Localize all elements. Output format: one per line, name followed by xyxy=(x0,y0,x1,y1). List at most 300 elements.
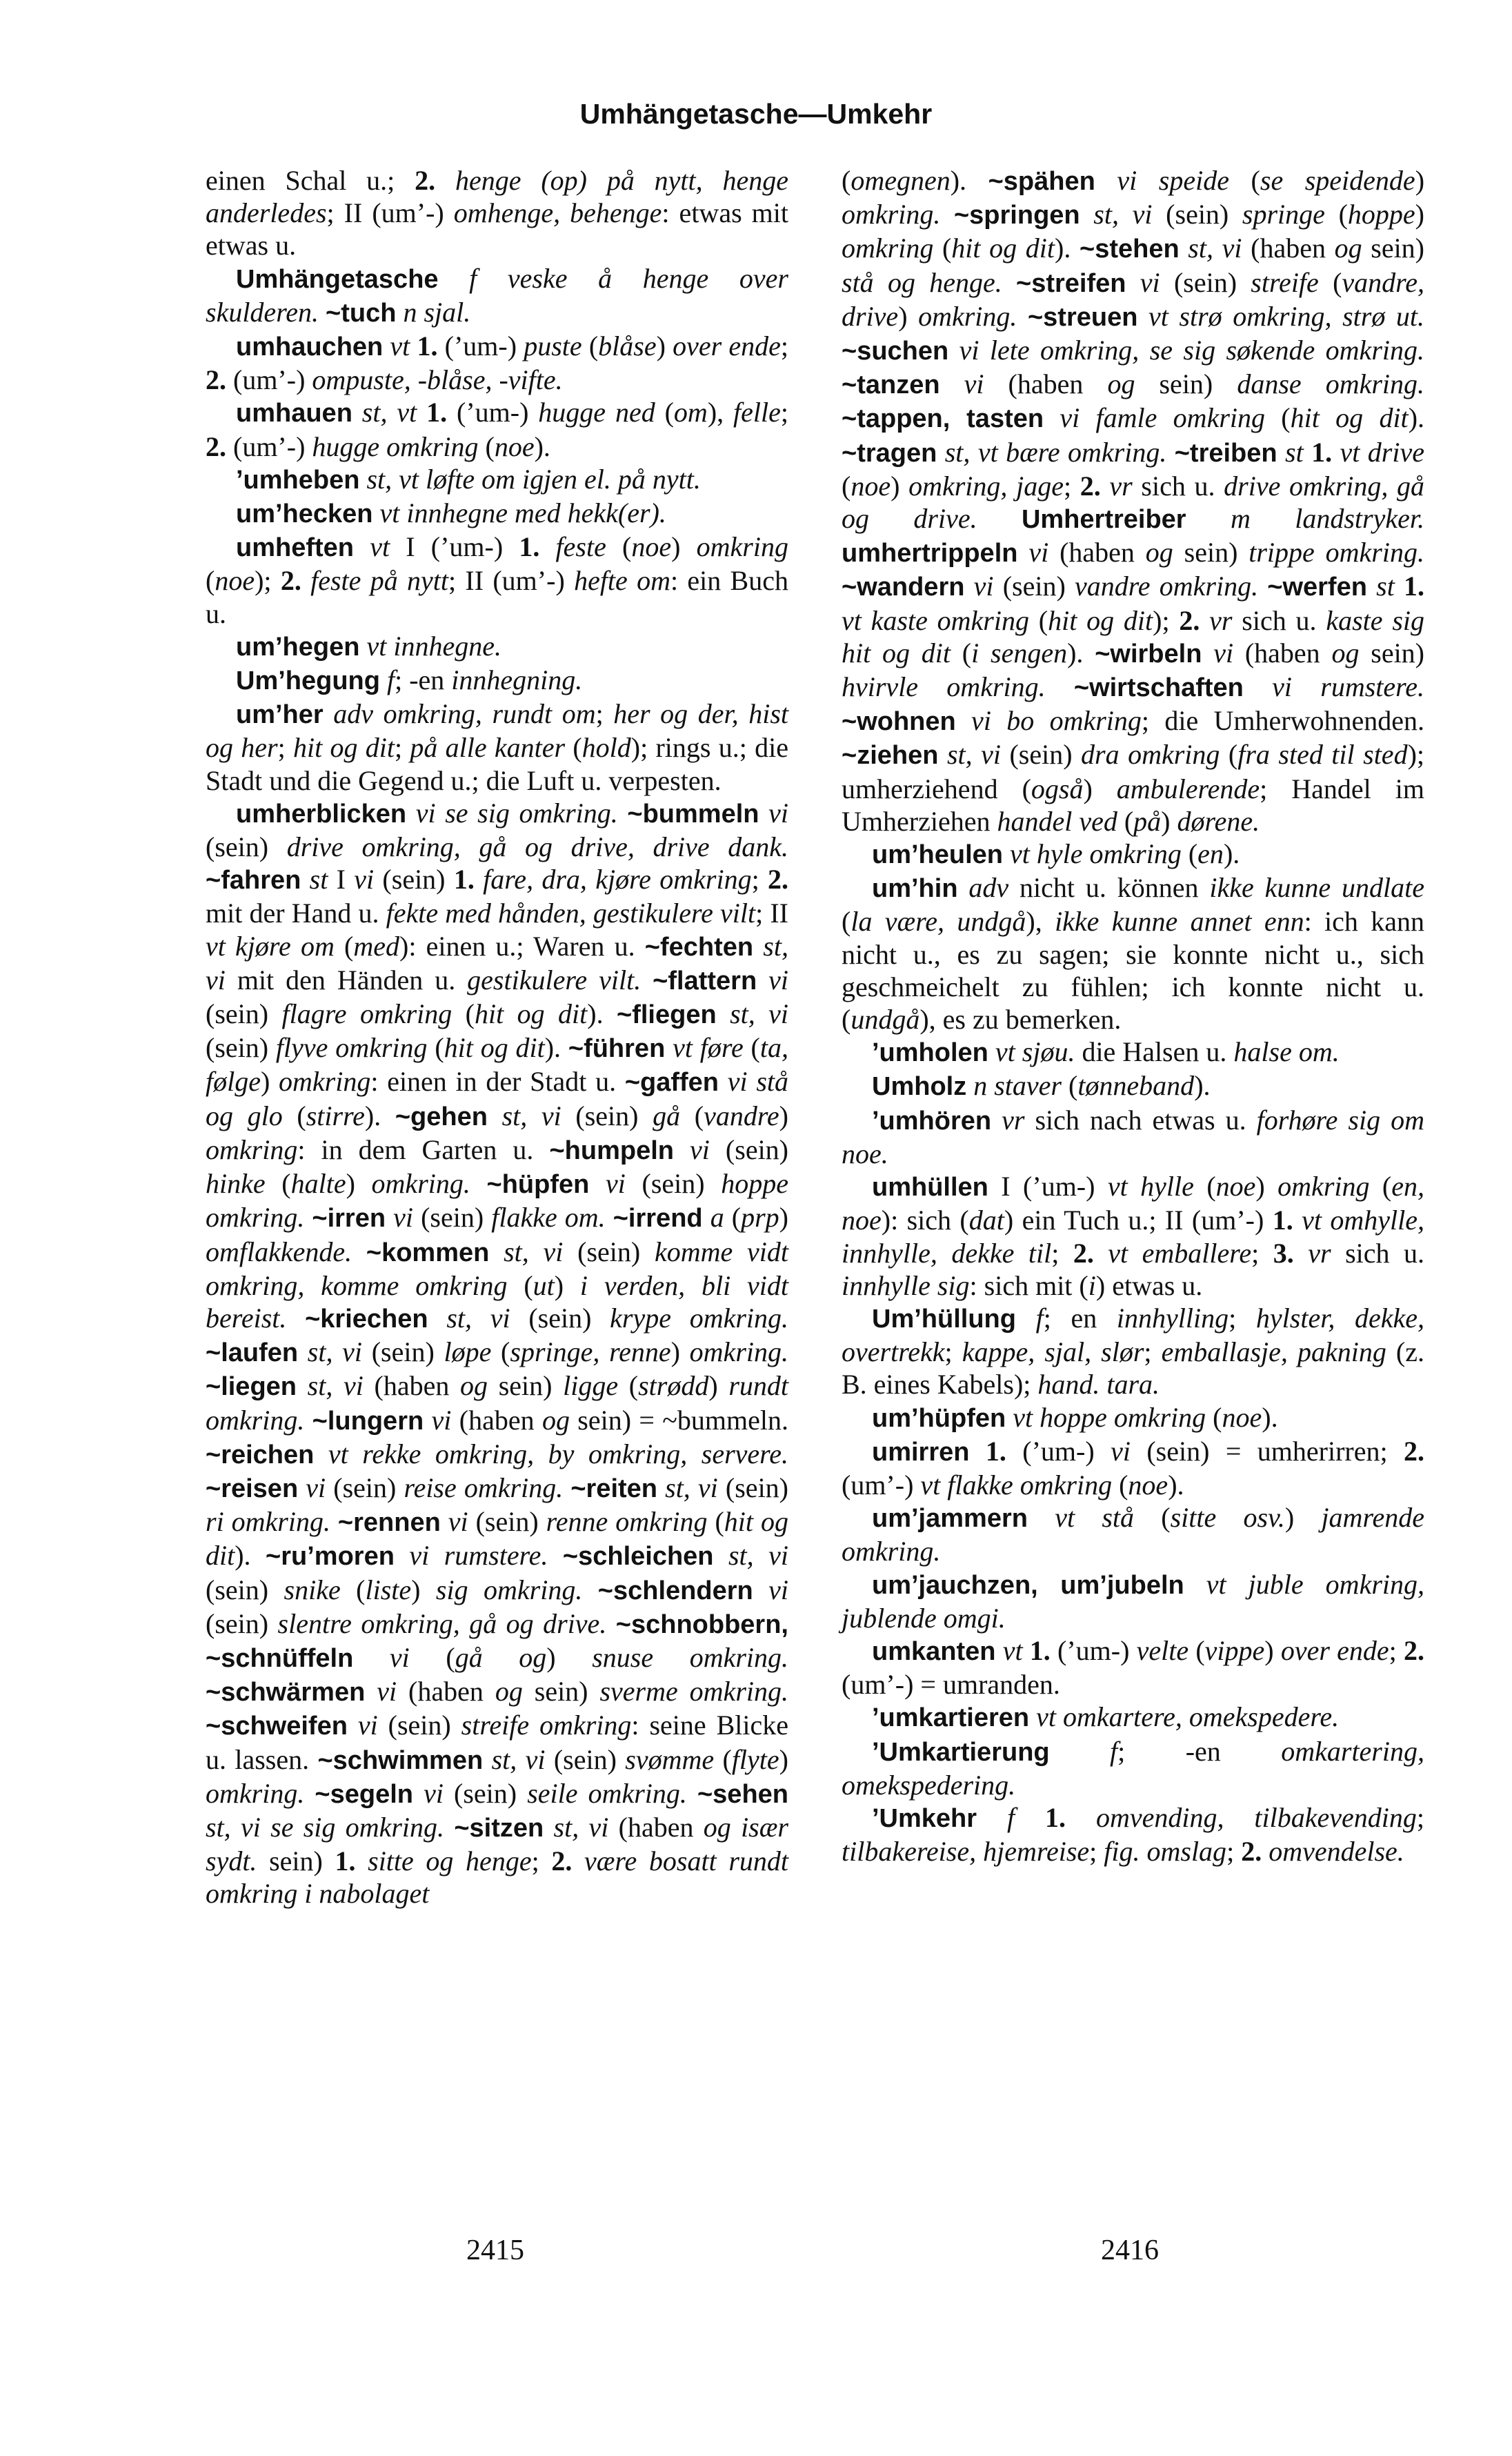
translation-text: dat xyxy=(968,1205,1004,1236)
headword: ~wandern xyxy=(842,573,965,602)
translation-text: vt innhegne med hekk(er). xyxy=(372,497,666,529)
headword: um’hecken xyxy=(236,499,373,529)
entry-text: (sein) xyxy=(625,1168,722,1200)
entry-text: ) xyxy=(779,1100,788,1131)
translation-text: undgå xyxy=(850,1004,920,1036)
headword: Um’hüllung xyxy=(872,1304,1016,1334)
headword: umhauchen xyxy=(236,333,384,362)
entry-text: ( xyxy=(714,1743,732,1775)
entry-text: ( xyxy=(507,1269,533,1301)
translation-text: a xyxy=(702,1202,724,1234)
entry-text: (’um-) xyxy=(1006,1435,1111,1467)
translation-text: vi bo omkring xyxy=(955,705,1142,737)
headword: ~liegen xyxy=(206,1372,297,1402)
translation-text: henge (op) på nytt, henge anderledes xyxy=(206,165,788,229)
translation-text: hoppe xyxy=(1347,199,1415,230)
headword: ~sehen xyxy=(697,1779,789,1809)
translation-text: gå og xyxy=(455,1641,547,1673)
translation-text: vt emballere xyxy=(1093,1237,1252,1269)
translation-text: vi xyxy=(354,864,375,895)
headword: ~fliegen xyxy=(617,1000,717,1030)
entry-text: (haben xyxy=(451,1404,542,1436)
translation-text: st, vt bære omkring. xyxy=(937,436,1175,468)
translation-text: innhylle sig xyxy=(842,1269,970,1301)
translation-text: vi xyxy=(589,1168,626,1200)
entry-text: ; xyxy=(1089,1836,1104,1868)
headword: ~reichen xyxy=(206,1440,315,1469)
entry-text: (um’-) xyxy=(842,1469,921,1501)
translation-text: f xyxy=(379,664,395,696)
entry-text: ( xyxy=(1324,199,1348,230)
translation-text: vi xyxy=(1111,1435,1131,1467)
headword: ~tappen, tasten xyxy=(842,404,1044,434)
dictionary-entry xyxy=(842,1302,1424,1401)
translation-text: jamrende omkring. xyxy=(842,1502,1425,1567)
headword: ~rennen xyxy=(337,1508,441,1538)
translation-text: vt xyxy=(354,531,390,563)
page-number-left: 2415 xyxy=(466,2235,524,2266)
headword: ~kriechen xyxy=(305,1304,428,1334)
entry-text: ( xyxy=(743,1032,760,1064)
entry-text: (haben xyxy=(363,1370,461,1402)
entry-text: ); xyxy=(1153,604,1180,636)
sense-number: 2. xyxy=(1404,1634,1424,1666)
entry-text: (sein) xyxy=(468,1506,546,1538)
entry-text: : seine Blicke u. lassen. xyxy=(206,1710,788,1775)
translation-text: drive omkring, gå og drive. xyxy=(842,470,1425,535)
entry-text: sein) = xyxy=(569,1404,663,1436)
headword: ~flattern xyxy=(653,966,757,996)
translation-text: drive omkring, gå og drive, drive dank. xyxy=(286,831,788,863)
headword: ~spähen xyxy=(988,167,1095,196)
headword: ~gaffen xyxy=(624,1068,719,1098)
entry-text: ( xyxy=(427,1032,444,1064)
headword: ~irrend xyxy=(613,1204,703,1234)
translation-text: vi xyxy=(353,1641,410,1673)
right-column xyxy=(842,164,1424,1868)
translation-text: hoppe omkring. xyxy=(206,1168,788,1234)
sense-number: 1. xyxy=(1045,1801,1066,1833)
translation-text: st, vi xyxy=(297,1370,364,1402)
entry-text: ; xyxy=(780,397,789,428)
entry-text: ( xyxy=(409,1641,455,1673)
entry-text: ; II (um’-) xyxy=(326,197,454,229)
headword: Umholz xyxy=(872,1072,967,1102)
entry-text: ; xyxy=(1063,470,1080,502)
translation-text: tilbakereise, hjemreise xyxy=(842,1836,1090,1868)
translation-text: i xyxy=(1088,1269,1096,1301)
entry-text: I (’um-) xyxy=(988,1171,1108,1202)
translation-text: noe xyxy=(1128,1469,1168,1501)
headword: Umhertreiber xyxy=(1021,505,1186,535)
entry-text: ; xyxy=(595,698,614,730)
translation-text: st, vi xyxy=(1080,199,1153,230)
entry-text: ; xyxy=(944,1336,962,1368)
translation-text: vi xyxy=(424,1404,452,1436)
translation-text: over ende xyxy=(673,330,781,362)
headword: umhertrippeln xyxy=(842,539,1018,568)
entry-text: ( xyxy=(606,531,632,563)
entry-text: ; xyxy=(531,1845,552,1877)
translation-text: halte xyxy=(290,1168,346,1200)
entry-text: ( xyxy=(842,470,851,502)
entry-text: ~bummeln. xyxy=(662,1404,789,1436)
dictionary-entry xyxy=(206,262,788,330)
entry-text: ( xyxy=(1061,1070,1078,1102)
translation-text: st, vt xyxy=(352,397,427,428)
sense-number: 2. xyxy=(206,364,226,396)
headword: ~schleichen xyxy=(562,1542,714,1572)
entry-text: sich u. xyxy=(1232,604,1326,636)
translation-text: hit og dit xyxy=(1048,604,1153,636)
translation-text: blåse xyxy=(598,330,657,362)
entry-text: sich u. xyxy=(1331,1237,1425,1269)
translation-text: f xyxy=(977,1801,1015,1833)
entry-text: ). xyxy=(950,165,988,196)
headword: ’Umkehr xyxy=(872,1803,977,1833)
translation-text: en, noe xyxy=(842,1171,1425,1236)
translation-text: vi xyxy=(673,1133,710,1165)
translation-text: ligge xyxy=(563,1370,619,1402)
translation-text: springe xyxy=(1242,199,1325,230)
entry-text: ( xyxy=(1188,1634,1205,1666)
translation-text: streife omkring xyxy=(461,1710,632,1741)
entry-text: ( xyxy=(680,1100,704,1131)
entry-text: ; II (um’-) xyxy=(448,565,575,597)
translation-text: og xyxy=(1107,368,1135,400)
entry-text: ( xyxy=(1193,1171,1216,1202)
translation-text: vi lete omkring, se sig søkende omkring. xyxy=(948,335,1424,366)
entry-text: ). xyxy=(1055,232,1080,264)
entry-text: ) xyxy=(891,470,909,502)
translation-text: hit og dit xyxy=(1290,402,1409,434)
translation-text: se speidende xyxy=(1260,165,1415,196)
entry-text: : etwas mit etwas u. xyxy=(206,197,788,261)
translation-text: omkring, jage xyxy=(908,470,1064,502)
headword: ~wirtschaften xyxy=(1073,673,1244,703)
headword: ~schwimmen xyxy=(317,1745,484,1775)
translation-text: springe, renne xyxy=(510,1336,671,1368)
translation-text: handel ved xyxy=(997,805,1117,837)
translation-text: f veske å henge over skulderen. xyxy=(206,262,788,328)
translation-text: og xyxy=(495,1676,523,1707)
sense-number: 1. xyxy=(335,1845,356,1877)
headword: um’jammern xyxy=(872,1504,1028,1534)
entry-text: ( xyxy=(724,1202,742,1234)
translation-text: vandre omkring. xyxy=(1074,571,1268,602)
translation-text: omkring xyxy=(696,531,788,563)
dictionary-entry xyxy=(206,630,788,664)
headword: Um’hegung xyxy=(236,666,380,696)
entry-text: (sein) xyxy=(326,1472,404,1503)
sense-number: 2. xyxy=(1241,1836,1262,1868)
translation-text: vt føre xyxy=(665,1032,744,1064)
headword: ~ru’moren xyxy=(266,1542,395,1572)
translation-text: vr xyxy=(991,1104,1025,1136)
entry-text: mit der Hand u. xyxy=(206,898,386,929)
entry-text: ). xyxy=(1168,1469,1184,1501)
entry-text: ; xyxy=(1144,1336,1162,1368)
translation-text: vt stå xyxy=(1027,1502,1135,1534)
translation-text: snike xyxy=(284,1574,341,1605)
headword: umkanten xyxy=(872,1636,996,1666)
entry-text: ; -en xyxy=(1117,1735,1282,1767)
translation-text: stå og henge. xyxy=(842,266,1017,298)
entry-text: die Halsen u. xyxy=(1075,1036,1234,1068)
translation-text: vi se sig omkring. xyxy=(406,797,628,829)
entry-text: sein) xyxy=(1135,368,1237,400)
headword: umherblicken xyxy=(236,799,407,829)
entry-text: : in dem Garten u. xyxy=(297,1133,550,1165)
entry-text: ( xyxy=(452,998,475,1030)
headword: ’umhören xyxy=(872,1106,992,1136)
sense-number: 1. xyxy=(453,864,475,895)
headword: ~irren xyxy=(312,1204,386,1234)
entry-text: ). xyxy=(1262,1401,1278,1433)
sense-number: 2. xyxy=(1080,470,1101,502)
dictionary-entry xyxy=(206,463,788,497)
translation-text: liste xyxy=(365,1574,412,1605)
sense-number: 2. xyxy=(551,1845,573,1877)
headword: um’jauchzen, um’jubeln xyxy=(872,1570,1184,1600)
translation-text: på alle kanter xyxy=(410,732,566,764)
translation-text: i verden, bli vidt bereist. xyxy=(206,1269,788,1334)
entry-text: (sein) xyxy=(510,1302,610,1334)
entry-text: ); umherziehend ( xyxy=(842,739,1425,804)
entry-text xyxy=(1395,571,1404,602)
headword: um’her xyxy=(236,700,324,730)
headword: um’hin xyxy=(872,874,958,904)
translation-text: omhenge, behenge xyxy=(453,197,662,229)
entry-text: (um’-) xyxy=(226,364,312,396)
entry-text: ; xyxy=(1251,1237,1273,1269)
translation-text: flyve omkring xyxy=(275,1032,428,1064)
translation-text: ikke kunne undlate xyxy=(1209,872,1424,904)
translation-text: sitte osv. xyxy=(1170,1502,1285,1534)
headword: ~streifen xyxy=(1016,268,1126,298)
translation-text: st, vi xyxy=(1179,232,1242,264)
translation-text: velte xyxy=(1136,1634,1189,1666)
translation-text: vi xyxy=(964,571,994,602)
entry-text: ( xyxy=(340,1574,366,1605)
headword: ~segeln xyxy=(315,1779,413,1809)
headword: ~wohnen xyxy=(842,707,956,737)
translation-text: innhylling xyxy=(1116,1302,1229,1334)
translation-text: hugge omkring xyxy=(312,430,479,462)
translation-text: n sjal. xyxy=(396,296,471,328)
translation-text: st, vi se sig omkring. xyxy=(206,1811,455,1843)
entry-text: ) xyxy=(554,1269,580,1301)
entry-text xyxy=(1023,1635,1030,1666)
translation-text: vt strø omkring, strø ut. xyxy=(1137,300,1425,332)
translation-text: dra omkring xyxy=(1081,739,1220,771)
entry-text: ( xyxy=(1117,805,1134,837)
translation-text: gå xyxy=(653,1100,681,1131)
translation-text: og især sydt. xyxy=(206,1811,788,1877)
translation-text: her og der, hist og her xyxy=(206,698,788,764)
entry-text: ; en xyxy=(1043,1302,1117,1334)
entry-text: ; xyxy=(277,732,293,764)
translation-text: vt flakke omkring xyxy=(920,1469,1113,1501)
entry-text: ( xyxy=(951,637,972,669)
headword: umheften xyxy=(236,533,354,563)
translation-text: med xyxy=(353,930,399,962)
entry-text: ( xyxy=(1181,838,1198,870)
translation-text: fra sted til sted xyxy=(1237,739,1408,771)
entry-text: ( xyxy=(1265,402,1291,434)
sense-number: 2. xyxy=(280,565,301,597)
translation-text: forhøre sig om noe. xyxy=(842,1104,1424,1169)
sense-number: 2. xyxy=(206,430,226,462)
entry-text: ( xyxy=(933,232,952,264)
entry-text: ( xyxy=(1112,1469,1128,1501)
translation-text: reise omkring. xyxy=(404,1472,571,1503)
entry-text: ), xyxy=(1026,906,1055,938)
entry-text: (’um-) xyxy=(447,397,539,428)
headword: ~streuen xyxy=(1027,302,1138,332)
entry-text: (sein) xyxy=(206,831,287,863)
translation-text: hvirvle omkring. xyxy=(842,671,1074,703)
headword: ~bummeln xyxy=(627,799,759,829)
entry-text: ). xyxy=(1223,838,1240,870)
entry-text: ( xyxy=(1369,1171,1392,1202)
headword: ’umheben xyxy=(236,465,360,495)
translation-text: gestikulere vilt. xyxy=(467,964,653,996)
translation-text: omvendelse. xyxy=(1262,1836,1404,1868)
entry-text: (sein) xyxy=(717,1472,788,1503)
entry-text: ) xyxy=(1284,1502,1322,1534)
translation-text: noe xyxy=(494,430,535,462)
translation-text: og xyxy=(1145,537,1173,568)
dictionary-entry xyxy=(206,697,788,797)
entry-text: ( xyxy=(265,1168,291,1200)
headword: ~führen xyxy=(568,1034,666,1064)
translation-text: st, vi xyxy=(428,1302,510,1334)
headword: ~sitzen xyxy=(454,1813,544,1843)
entry-text: : ich kann nicht u., es zu sagen; sie konnte nicht u., sich geschmeichelt zu fühlen; ich konnte nicht u. ( xyxy=(842,906,1425,1036)
translation-text: omkring xyxy=(279,1066,371,1098)
dictionary-entry xyxy=(842,1501,1424,1567)
headword: ~schnobbern, ~schnüffeln xyxy=(206,1610,788,1673)
entry-text: ; xyxy=(1228,1302,1256,1334)
entry-text: ). xyxy=(587,998,617,1030)
entry-text: ( xyxy=(206,565,215,597)
translation-text: vi xyxy=(412,1777,444,1809)
entry-text: ); rings u.; die Stadt und die Gegend u.; die Luft u. verpesten. xyxy=(206,732,788,796)
translation-text: vi xyxy=(1126,266,1160,298)
translation-text: vi xyxy=(386,1202,413,1234)
entry-text: ) xyxy=(411,1574,436,1605)
translation-text: vi xyxy=(1017,537,1049,568)
translation-text: vandre xyxy=(704,1100,779,1131)
entry-text: ; xyxy=(780,330,788,362)
entry-text: ( xyxy=(1220,739,1238,771)
translation-text: st, vt løfte om igjen el. på nytt. xyxy=(359,463,701,495)
entry-text: (sein) xyxy=(374,864,454,895)
entry-text: sein) xyxy=(257,1845,335,1877)
entry-text: (z. B. eines Kabels); xyxy=(842,1336,1424,1400)
dictionary-entry xyxy=(842,1170,1424,1302)
translation-text: vr xyxy=(1100,470,1133,502)
left-column xyxy=(206,164,788,1910)
sense-number: 1. xyxy=(1311,436,1333,468)
translation-text: kappe, sjal, slør xyxy=(962,1336,1144,1368)
headword: ~kommen xyxy=(366,1238,490,1267)
entry-text: sich u. xyxy=(1132,470,1224,502)
entry-text: ; Handel im Umherziehen xyxy=(842,773,1424,837)
translation-text: på xyxy=(1133,805,1162,837)
entry-text: (haben xyxy=(984,368,1108,400)
dictionary-entry xyxy=(206,531,788,630)
entry-text: (sein) xyxy=(1000,739,1082,771)
sense-number: 1. xyxy=(417,330,438,362)
entry-text: sich nach etwas u. xyxy=(1024,1104,1257,1136)
translation-text: vi xyxy=(757,964,788,996)
entry-text: ( xyxy=(1134,1502,1171,1534)
dictionary-entry xyxy=(206,664,788,697)
translation-text: omkring xyxy=(206,1133,298,1165)
translation-text: hit og dit xyxy=(444,1032,545,1064)
entry-text: (sein) xyxy=(206,998,282,1030)
entry-text: ) xyxy=(546,1641,593,1673)
entry-text: ): sich ( xyxy=(881,1205,969,1236)
dictionary-entry xyxy=(842,1735,1424,1801)
running-header: Umhängetasche—Umkehr xyxy=(579,98,933,130)
headword: ~tragen xyxy=(842,438,937,468)
sense-number: 1. xyxy=(1404,571,1424,602)
entry-text: : ein Buch u. xyxy=(206,565,788,629)
translation-text: omkring xyxy=(842,232,934,264)
entry-text: ( xyxy=(655,397,674,428)
translation-text: vi xyxy=(298,1472,326,1503)
translation-text: st, vi xyxy=(544,1811,609,1843)
translation-text: omkring. xyxy=(842,199,954,230)
dictionary-entry xyxy=(842,1104,1424,1170)
entry-text: (sein) xyxy=(563,1236,655,1267)
translation-text: hit og dit xyxy=(206,1506,788,1572)
translation-text: ambulerende xyxy=(1116,773,1260,804)
entry-text: ). xyxy=(1408,402,1425,434)
translation-text: adv omkring, rundt om xyxy=(323,698,596,730)
headword: ’Umkartierung xyxy=(872,1737,1050,1767)
entry-text: sein) xyxy=(1359,637,1425,669)
translation-text: st, vi xyxy=(713,1540,789,1572)
translation-text: streife xyxy=(1251,266,1319,298)
translation-text: vt innhegne. xyxy=(359,630,501,662)
translation-text: st, vi xyxy=(206,930,788,996)
entry-text: (sein) xyxy=(993,571,1075,602)
headword: ~schweifen xyxy=(206,1712,348,1741)
translation-text: også xyxy=(1031,773,1084,804)
translation-text: vt hyle omkring xyxy=(1003,838,1182,870)
headword: ~humpeln xyxy=(549,1136,674,1165)
page-number-right: 2416 xyxy=(1101,2235,1159,2266)
translation-text: f xyxy=(1015,1302,1044,1334)
entry-text: ) xyxy=(1415,199,1424,230)
dictionary-entry xyxy=(842,1069,1424,1103)
entry-text: (sein) xyxy=(206,1032,276,1064)
translation-text: vi rumstere. xyxy=(1243,671,1424,703)
translation-text: st, vi xyxy=(716,998,789,1030)
dictionary-entry xyxy=(842,1634,1424,1701)
headword: ~lungern xyxy=(312,1406,424,1436)
entry-text: ) xyxy=(260,1066,279,1098)
translation-text: vi speide xyxy=(1095,165,1229,196)
entry-text: ; -en xyxy=(395,664,452,696)
translation-text: vr xyxy=(1293,1237,1331,1269)
translation-text: seile omkring. xyxy=(527,1777,697,1809)
headword: ~fechten xyxy=(644,932,754,962)
